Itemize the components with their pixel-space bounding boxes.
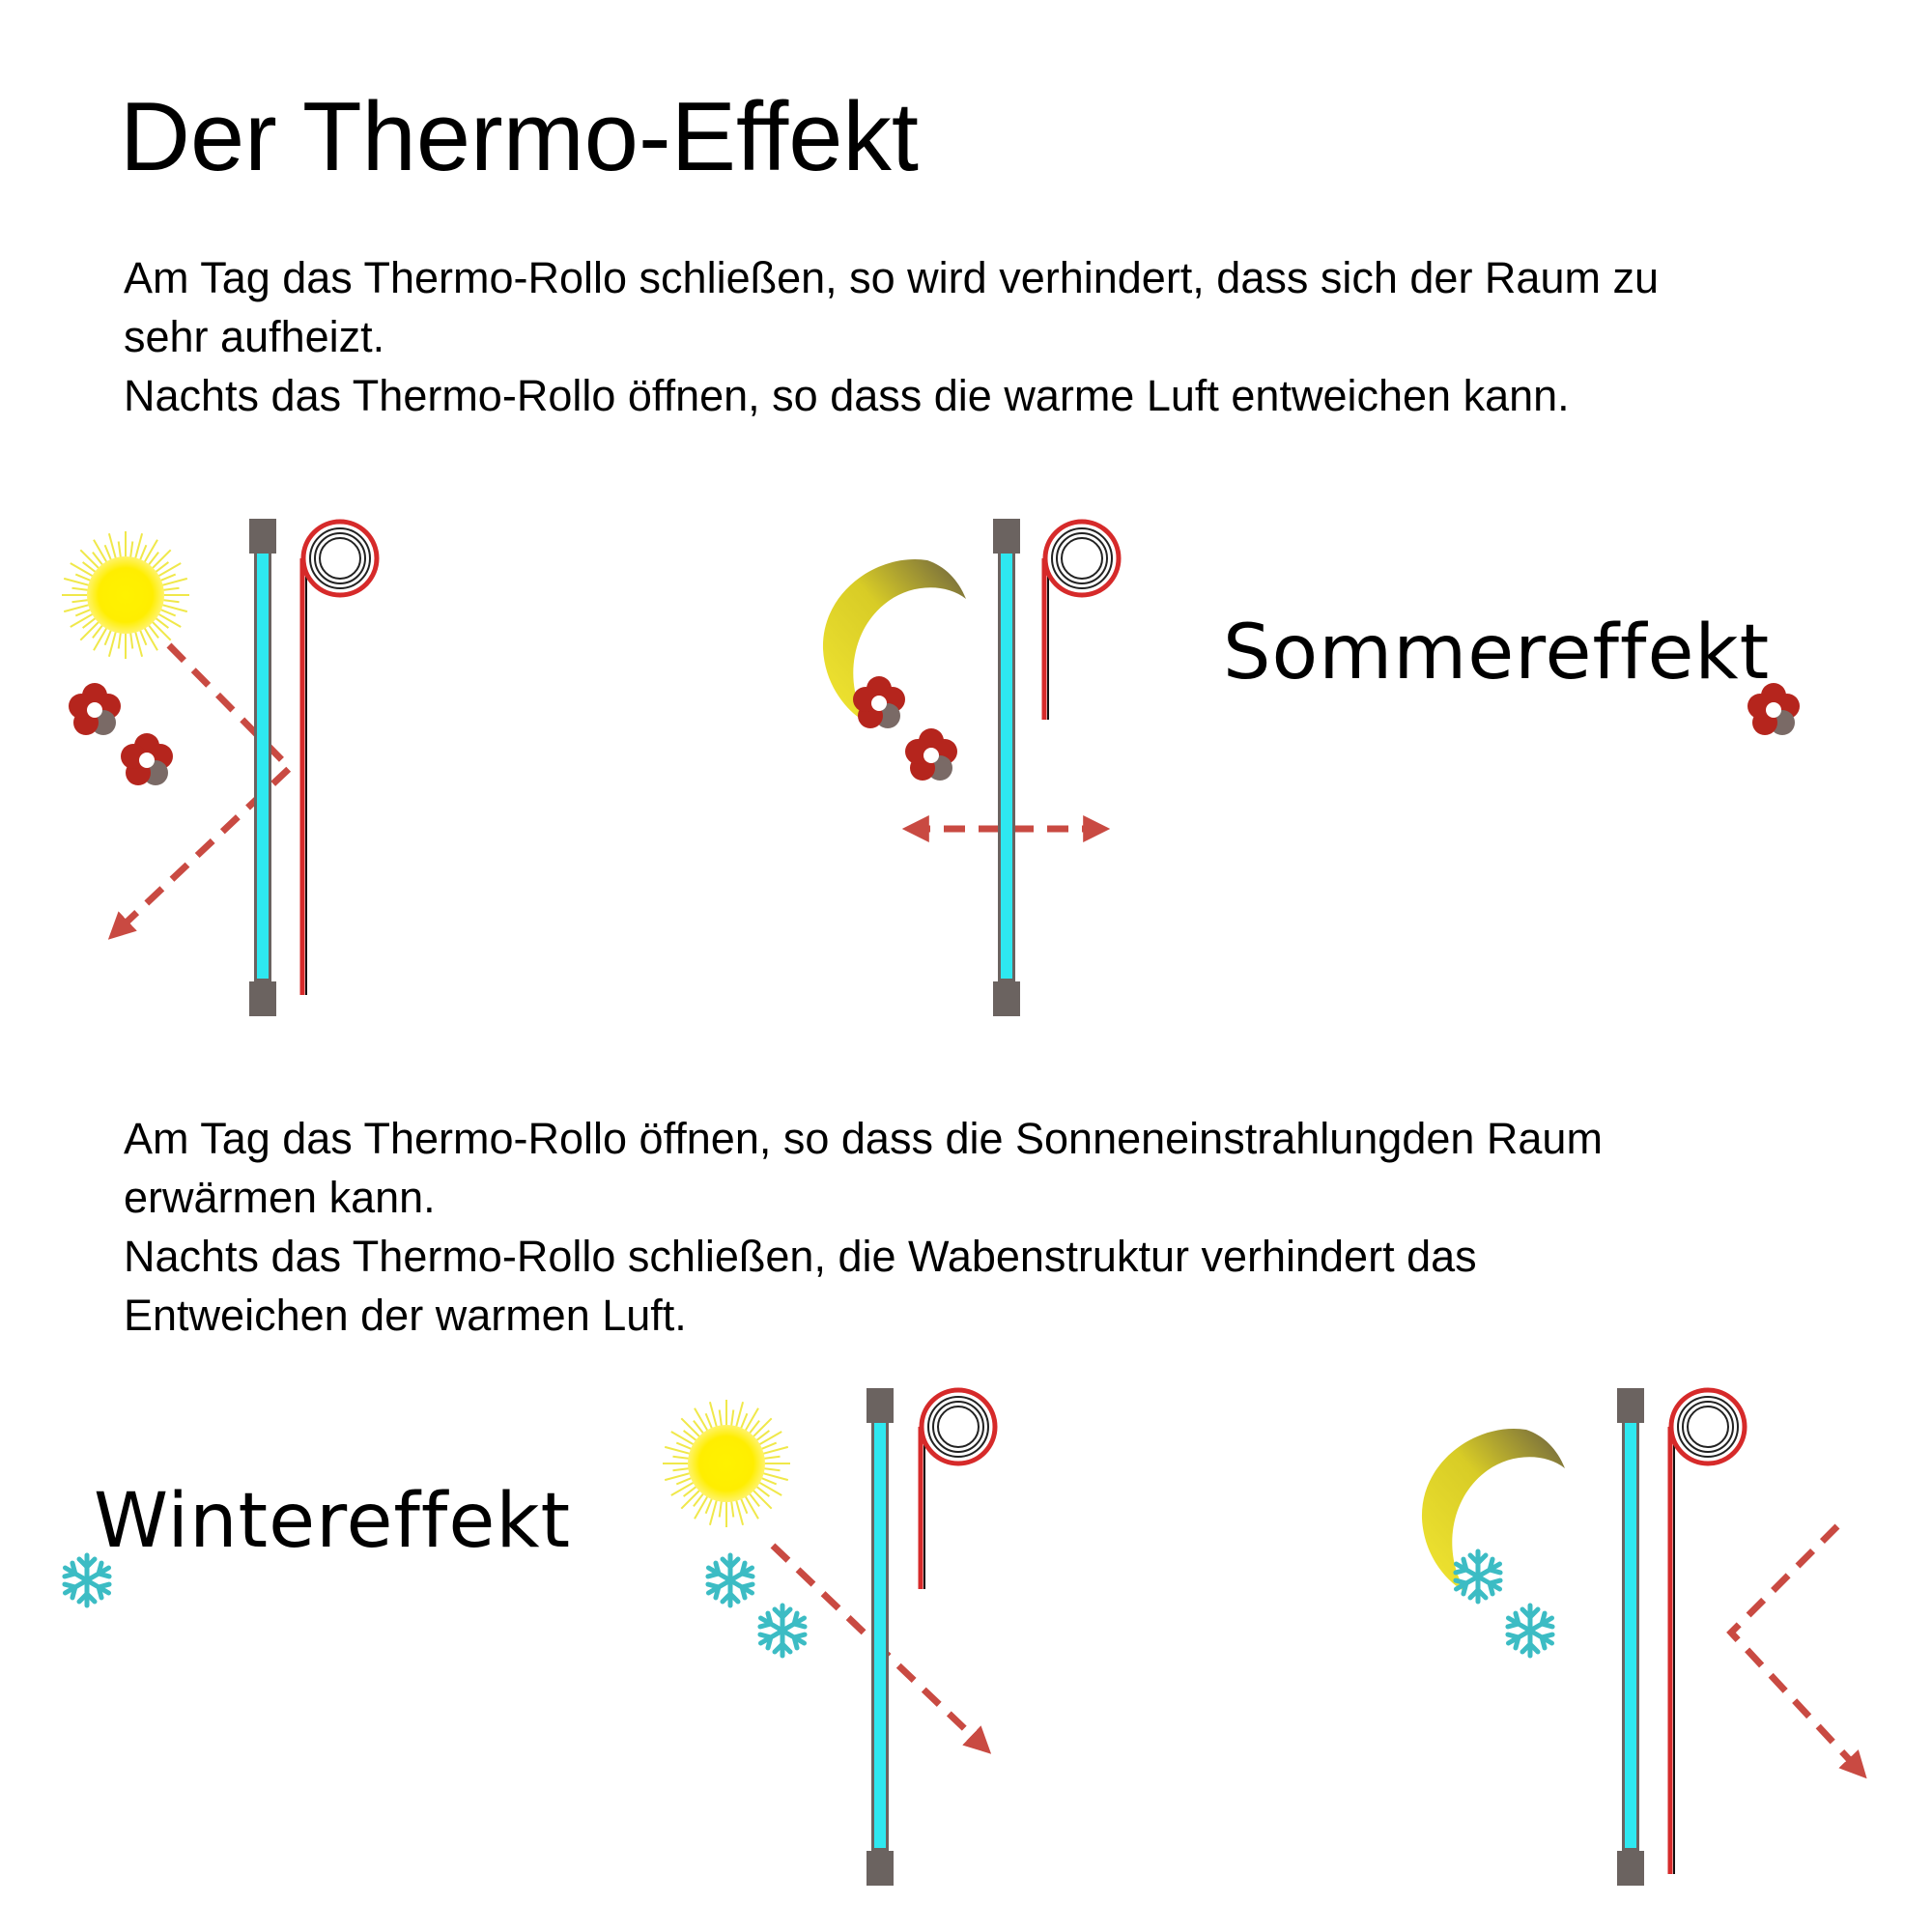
- window-pane: [993, 519, 1020, 1016]
- flower-icon: [905, 728, 957, 781]
- sun-icon: [663, 1400, 790, 1527]
- snowflake-icon: [61, 1555, 112, 1605]
- winter-effect-label: Wintereffekt: [94, 1478, 572, 1565]
- summer-day-diagram: [62, 519, 377, 1016]
- summer-effect-label: Sommereffekt: [1223, 610, 1771, 696]
- window-pane: [867, 1388, 894, 1886]
- window-pane: [1617, 1388, 1644, 1886]
- roller-blind: [1044, 522, 1119, 720]
- snowflake-icon: [1504, 1605, 1555, 1656]
- flower-icon: [853, 676, 905, 728]
- flower-icon: [1747, 683, 1800, 735]
- summer-day-text: Am Tag das Thermo-Rollo schließen, so wird verhindert, dass sich der Raum zu sehr aufheizt.: [124, 253, 1659, 361]
- winter-night-text: Nachts das Thermo-Rollo schließen, die Wabenstruktur verhindert das Entweichen der warmen Luft.: [124, 1232, 1477, 1340]
- winter-day-text: Am Tag das Thermo-Rollo öffnen, so dass die Sonneneinstrahlungden Raum erwärmen kann.: [124, 1114, 1603, 1222]
- summer-night-text: Nachts das Thermo-Rollo öffnen, so dass die warme Luft entweichen kann.: [124, 371, 1570, 420]
- flower-icon: [69, 683, 121, 735]
- snowflake-icon: [704, 1555, 755, 1605]
- winter-night-diagram: [1422, 1388, 1860, 1886]
- winter-day-diagram: [663, 1388, 995, 1886]
- flower-icon: [121, 733, 173, 785]
- sun-icon: [62, 531, 189, 659]
- snowflake-icon: [756, 1605, 808, 1656]
- summer-night-diagram: [823, 519, 1119, 1016]
- roller-blind: [921, 1390, 995, 1589]
- window-pane: [249, 519, 276, 1016]
- heat-retention-arrow: [1731, 1526, 1860, 1771]
- snowflake-icon: [1452, 1551, 1503, 1602]
- roller-blind: [302, 522, 377, 995]
- page-title: Der Thermo-Effekt: [120, 83, 919, 191]
